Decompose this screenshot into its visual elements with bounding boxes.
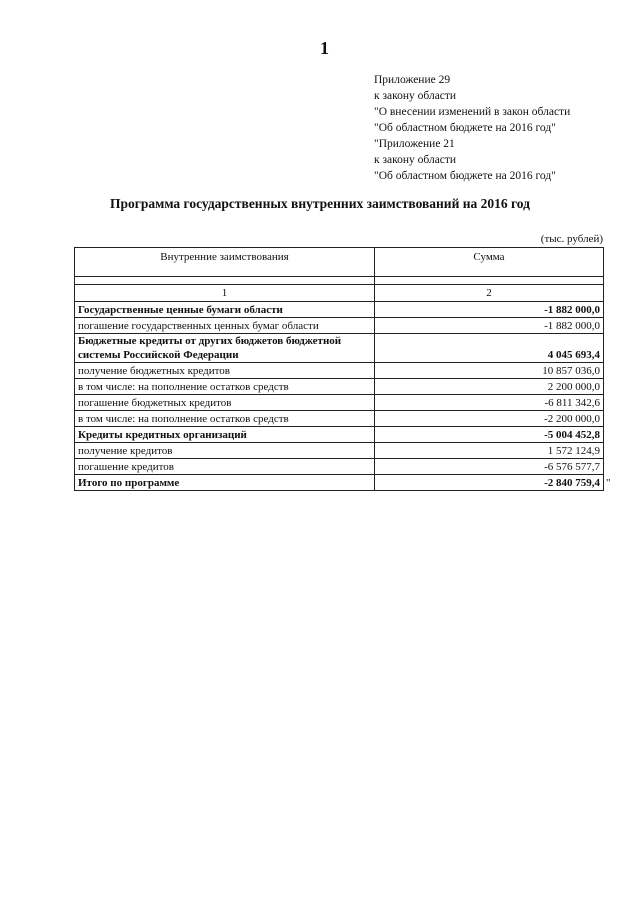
table-row [75, 411, 604, 427]
table-row [75, 302, 604, 318]
table-row [75, 475, 604, 491]
row-label: в том числе: на пополнение остатков средств [75, 411, 375, 427]
table-row [75, 334, 604, 363]
table-row [75, 363, 604, 379]
row-label: получение кредитов [75, 443, 375, 459]
closing-quote: " [606, 477, 611, 489]
row-amount: -2 200 000,0 [375, 411, 604, 427]
row-amount: -5 004 452,8 [375, 427, 604, 443]
row-label: погашение кредитов [75, 459, 375, 475]
appendix-line: Приложение 29 [374, 74, 451, 86]
table-row [75, 427, 604, 443]
row-label: Кредиты кредитных организаций [75, 427, 375, 443]
appendix-line: к закону области [374, 154, 457, 166]
appendix-line: "Об областном бюджете на 2016 год" [374, 122, 556, 134]
column-header-borrowings: Внутренние заимствования [75, 248, 375, 277]
table-row [75, 379, 604, 395]
column-header-amount: Сумма [375, 248, 604, 277]
page-number: 1 [320, 38, 329, 58]
row-amount: 2 200 000,0 [375, 379, 604, 395]
row-amount: 10 857 036,0 [375, 363, 604, 379]
table-row [75, 318, 604, 334]
row-label: Итого по программе [75, 475, 375, 491]
column-number-row [75, 285, 604, 302]
units-label: (тыс. рублей) [540, 233, 603, 245]
row-amount: 1 572 124,9 [375, 443, 604, 459]
table-row [75, 395, 604, 411]
spacer-cell [75, 277, 375, 285]
row-amount: -1 882 000,0 [375, 318, 604, 334]
row-amount: -2 840 759,4 [375, 475, 604, 491]
column-number-1: 1 [75, 285, 375, 302]
row-amount: -6 811 342,6 [375, 395, 604, 411]
row-amount: -6 576 577,7 [375, 459, 604, 475]
borrowings-table [74, 247, 604, 491]
row-label: Государственные ценные бумаги области [75, 302, 375, 318]
row-label: погашение государственных ценных бумаг области [75, 318, 375, 334]
appendix-line: к закону области [374, 90, 457, 102]
table-row [75, 443, 604, 459]
row-label: погашение бюджетных кредитов [75, 395, 375, 411]
spacer-cell [375, 277, 604, 285]
table-row [75, 459, 604, 475]
row-amount: 4 045 693,4 [375, 334, 604, 363]
appendix-reference [374, 72, 624, 184]
appendix-line: "Об областном бюджете на 2016 год" [374, 170, 556, 182]
table-spacer-row [75, 277, 604, 285]
row-label: Бюджетные кредиты от других бюджетов бюджетной системы Российской Федерации [75, 334, 375, 363]
row-label: в том числе: на пополнение остатков средств [75, 379, 375, 395]
table-header-row [75, 248, 604, 277]
document-title: Программа государственных внутренних заимствований на 2016 год [109, 196, 531, 211]
row-amount: -1 882 000,0 [375, 302, 604, 318]
column-number-2: 2 [375, 285, 604, 302]
appendix-line: "О внесении изменений в закон области [374, 106, 571, 118]
appendix-line: "Приложение 21 [374, 138, 455, 150]
row-label: получение бюджетных кредитов [75, 363, 375, 379]
